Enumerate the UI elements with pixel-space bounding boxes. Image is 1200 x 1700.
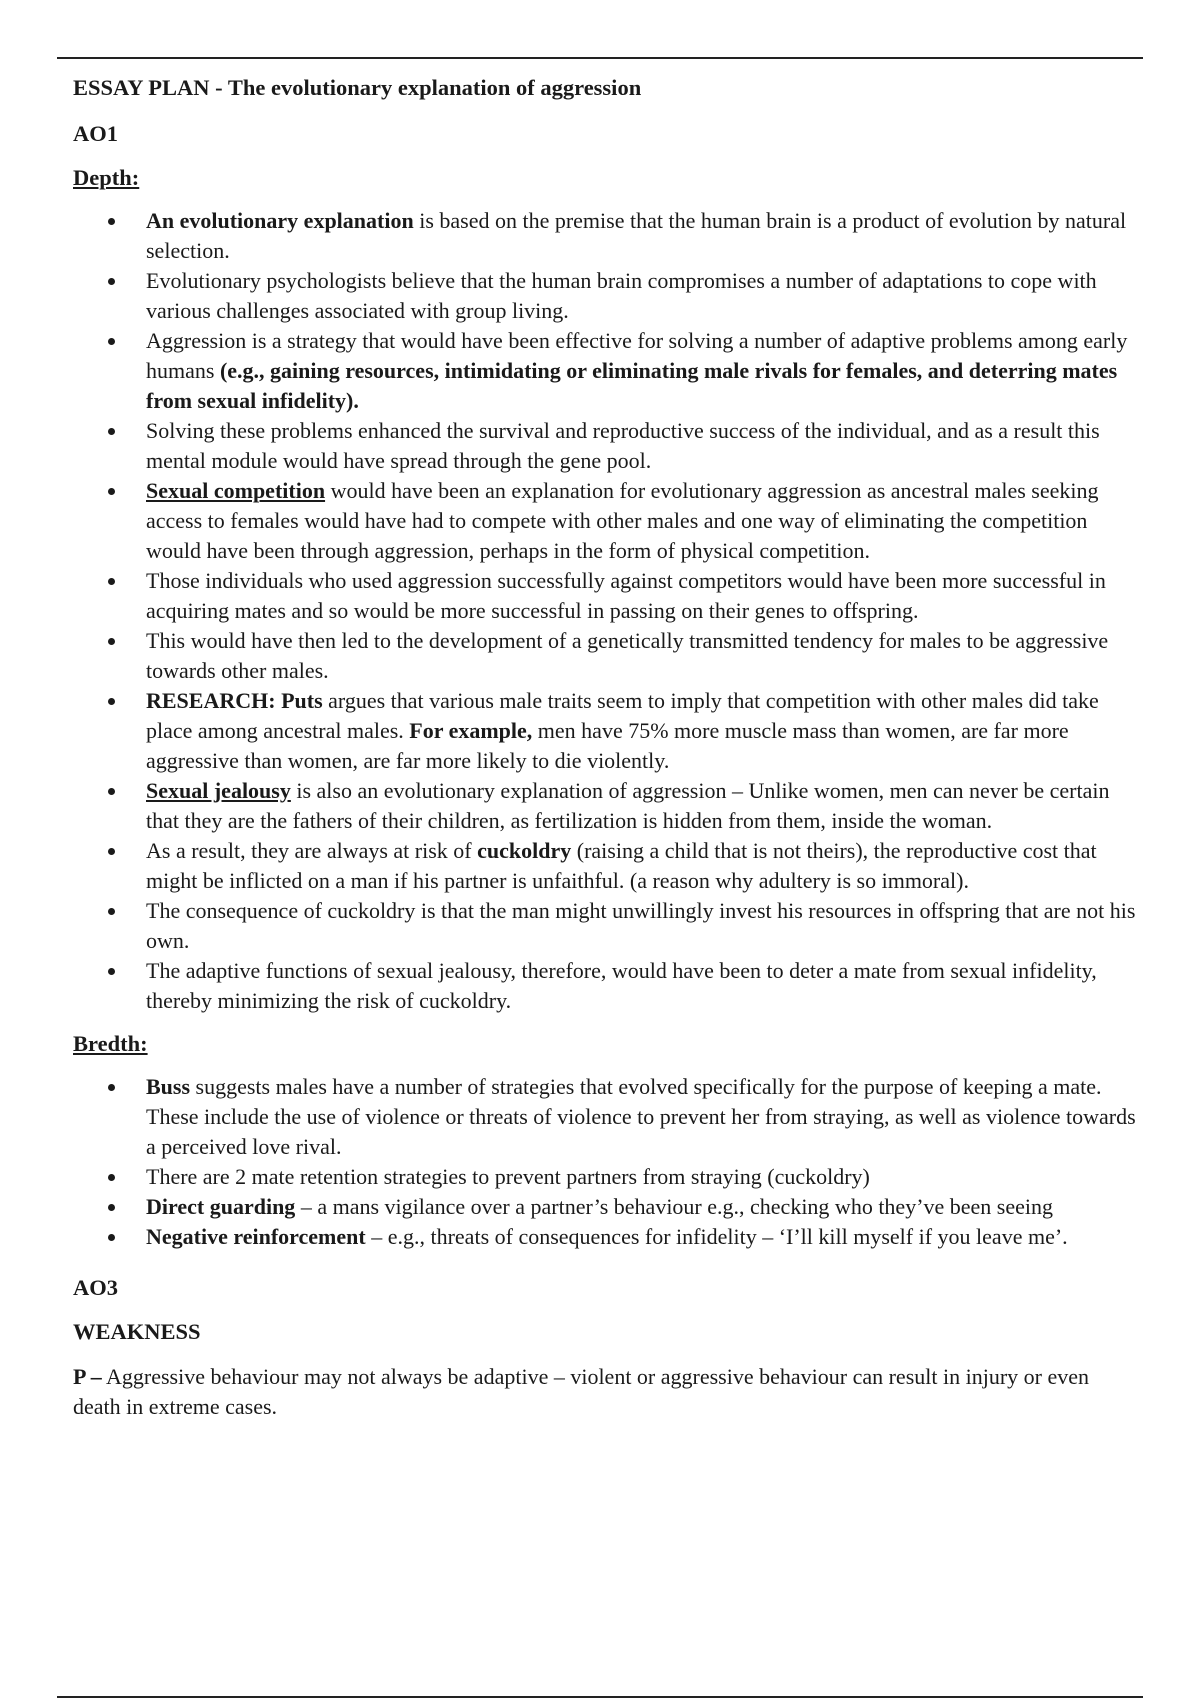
item-text: Aggression is a strategy that would have been effective for solving a number of adaptive problems among early humans [146,328,1128,383]
bredth-list [73,1072,1139,1252]
bold-term: Buss [146,1074,191,1099]
bold-term: Negative reinforcement [146,1224,366,1249]
list-item [73,1072,1139,1162]
bullet-icon [108,638,115,645]
document-body [73,74,1139,1422]
item-text: men have 75% more muscle mass than women, are far more aggressive than women, are far more likely to die violently. [146,718,1069,773]
list-item [73,686,1139,776]
bullet-icon [108,278,115,285]
bullet-icon [108,848,115,855]
bold-term: (e.g., gaining resources, intimidating or eliminating male rivals for females, and deterring mates from sexual infidelity). [146,358,1118,413]
bottom-rule [57,1696,1143,1698]
item-text: Solving these problems enhanced the survival and reproductive success of the individual, and as a result this mental module would have spread through the gene pool. [146,418,1100,473]
document-title: ESSAY PLAN - The evolutionary explanation of aggression [73,75,642,100]
point-paragraph [73,1362,1139,1422]
list-item [73,566,1139,626]
underlined-term: Sexual jealousy [146,778,291,803]
bold-term: Direct guarding [146,1194,296,1219]
bullet-icon [108,908,115,915]
item-text: – e.g., threats of consequences for infidelity – ‘I’ll kill myself if you leave me’. [365,1224,1068,1249]
bold-term: P – [73,1364,102,1389]
item-text: is also an evolutionary explanation of aggression – Unlike women, men can never be certain that they are the fathers of their children, as fertilization is hidden from them, inside the woman. [146,778,1110,833]
list-item [73,626,1139,686]
bullet-icon [108,428,115,435]
item-text: suggests males have a number of strategies that evolved specifically for the purpose of keeping a mate. These include the use of violence or threats of violence to prevent her from straying, as well as violence towards a perceived love rival. [146,1074,1136,1159]
top-rule [57,57,1143,59]
bullet-icon [108,1234,115,1241]
item-text: This would have then led to the development of a genetically transmitted tendency for males to be aggressive towards other males. [146,628,1109,683]
ao1-label: AO1 [73,121,118,146]
list-item [73,476,1139,566]
list-item [73,1222,1139,1252]
list-item [73,836,1139,896]
ao3-label: AO3 [73,1275,118,1300]
item-text: Those individuals who used aggression successfully against competitors would have been more successful in acquiring mates and so would be more successful in passing on their genes to offspring. [146,568,1106,623]
bredth-heading: Bredth: [73,1031,148,1056]
bullet-icon [108,1174,115,1181]
bullet-icon [108,1084,115,1091]
item-text: is based on the premise that the human brain is a product of evolution by natural selection. [146,208,1127,263]
list-item [73,266,1139,326]
item-text: Evolutionary psychologists believe that the human brain compromises a number of adaptations to cope with various challenges associated with group living. [146,268,1097,323]
bullet-icon [108,1204,115,1211]
bullet-icon [108,968,115,975]
bullet-icon [108,218,115,225]
bullet-icon [108,488,115,495]
item-text: The adaptive functions of sexual jealousy, therefore, would have been to deter a mate from sexual infidelity, thereby minimizing the risk of cuckoldry. [146,958,1097,1013]
bold-term: cuckoldry [477,838,572,863]
depth-list [73,206,1139,1016]
bullet-icon [108,788,115,795]
item-text: – a mans vigilance over a partner’s behaviour e.g., checking who they’ve been seeing [295,1194,1054,1219]
item-text: (raising a child that is not theirs), the reproductive cost that might be inflicted on a man if his partner is unfaithful. (a reason why adultery is so immoral). [146,838,1097,893]
item-text: would have been an explanation for evolutionary aggression as ancestral males seeking access to females would have had to compete with other males and one way of eliminating the competition would have been through aggression, perhaps in the form of physical competition. [146,478,1099,563]
bullet-icon [108,578,115,585]
item-text: argues that various male traits seem to imply that competition with other males did take place among ancestral males. [146,688,1099,743]
item-text: As a result, they are always at risk of [146,838,478,863]
bullet-icon [108,338,115,345]
underlined-term: Sexual competition [146,478,326,503]
list-item [73,326,1139,416]
depth-heading: Depth: [73,165,140,190]
bullet-icon [108,698,115,705]
item-text: Aggressive behaviour may not always be adaptive – violent or aggressive behaviour can result in injury or even death in extreme cases. [73,1364,1090,1419]
item-text: There are 2 mate retention strategies to prevent partners from straying (cuckoldry) [146,1164,870,1189]
list-item [73,956,1139,1016]
bold-term: An evolutionary explanation [146,208,414,233]
item-text: The consequence of cuckoldry is that the man might unwillingly invest his resources in offspring that are not his own. [146,898,1136,953]
list-item [73,896,1139,956]
bold-term: RESEARCH: Puts [146,688,323,713]
weakness-label: WEAKNESS [73,1319,201,1344]
list-item [73,1192,1139,1222]
list-item [73,416,1139,476]
list-item [73,1162,1139,1192]
bold-term: For example, [409,718,533,743]
list-item [73,206,1139,266]
list-item [73,776,1139,836]
